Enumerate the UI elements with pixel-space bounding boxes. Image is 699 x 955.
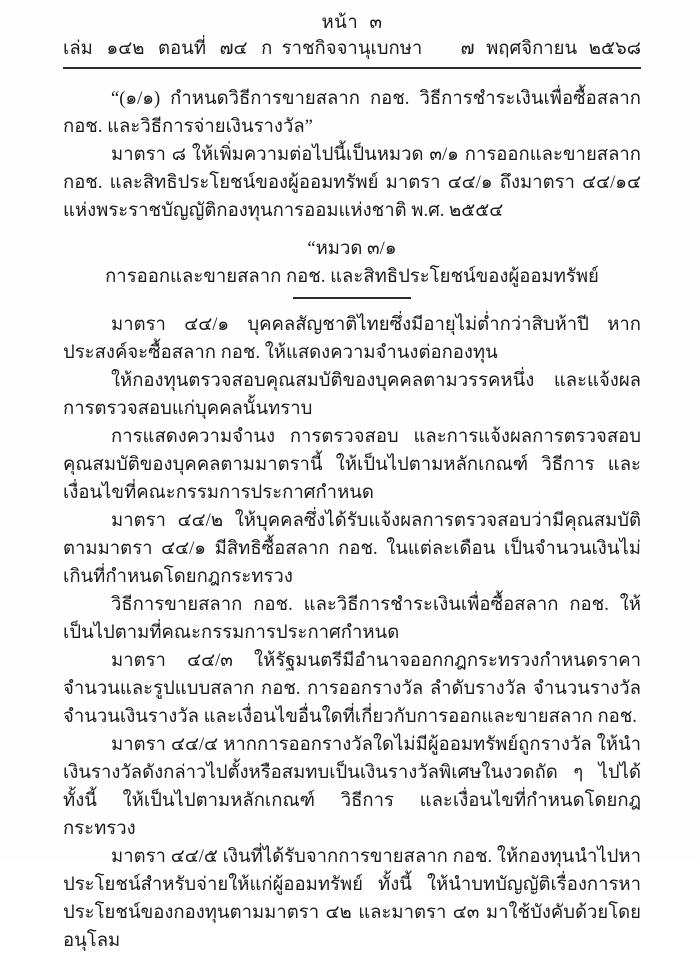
header-row: [63, 36, 641, 63]
page-number: หน้า ๓: [321, 13, 383, 33]
chapter-heading-number: “หมวด ๓/๑: [307, 239, 397, 259]
paragraph-section-44-2-clause-2: วิธีการขายสลาก กอช. และวิธีการชำระเงินเพื่อซื้อสลาก กอช. ให้เป็นไปตามที่คณะกรรมการประกาศกำหนด: [63, 595, 641, 643]
page-header: [63, 10, 641, 69]
paragraph-section-44-2: มาตรา ๔๔/๒ ให้บุคคลซึ่งได้รับแจ้งผลการตรวจสอบว่ามีคุณสมบัติตามมาตรา ๔๔/๑ มีสิทธิซื้อสลาก กอช. ในแต่ละเดือน เป็นจำนวนเงินไม่เกินที่กำหนดโดยกฎกระทรวง: [63, 511, 641, 587]
paragraph-section-44-1-clause-3: การแสดงความจำนง การตรวจสอบ และการแจ้งผลการตรวจสอบคุณสมบัติของบุคคลตามมาตรานี้ ให้เป็นไปตามหลักเกณฑ์ วิธีการ และเงื่อนไขที่คณะกรรมการประกาศกำหนด: [63, 427, 641, 503]
chapter-heading-title: การออกและขายสลาก กอช. และสิทธิประโยชน์ของผู้ออมทรัพย์: [105, 267, 599, 287]
paragraph-section-44-5: มาตรา ๔๔/๕ เงินที่ได้รับจากการขายสลาก กอช. ให้กองทุนนำไปหาประโยชน์สำหรับจ่ายให้แก่ผู้ออมทรัพย์ ทั้งนี้ ให้นำบทบัญญัติเรื่องการหาประโยชน์ของกองทุนตามมาตรา ๔๒ และมาตรา ๔๓ มาใช้บังคับด้วยโดยอนุโลม: [63, 847, 641, 951]
chapter-heading-underline: [293, 297, 411, 299]
paragraph-section-44-4: มาตรา ๔๔/๔ หากการออกรางวัลใดไม่มีผู้ออมทรัพย์ถูกรางวัล ให้นำเงินรางวัลดังกล่าวไปตั้งหรือสมทบเป็นเงินรางวัลพิเศษในงวดถัด ๆ ไปได้ ทั้งนี้ ให้เป็นไปตามหลักเกณฑ์ วิธีการ และเงื่อนไขที่กำหนดโดยกฎกระทรวง: [63, 735, 641, 839]
paragraph-section-44-1: มาตรา ๔๔/๑ บุคคลสัญชาติไทยซึ่งมีอายุไม่ต่ำกว่าสิบห้าปี หากประสงค์จะซื้อสลาก กอช. ให้แสดงความจำนงต่อกองทุน: [63, 315, 641, 363]
chapter-heading: [63, 235, 641, 299]
volume-part-info: เล่ม ๑๔๒ ตอนที่ ๗๔ ก: [63, 39, 273, 59]
paragraph-section-8: มาตรา ๘ ให้เพิ่มความต่อไปนี้เป็นหมวด ๓/๑ การออกและขายสลาก กอช. และสิทธิประโยชน์ของผู้ออมทรัพย์ มาตรา ๔๔/๑ ถึงมาตรา ๔๔/๑๔ แห่งพระราชบัญญัติกองทุนการออมแห่งชาติ พ.ศ. ๒๕๕๔: [63, 145, 641, 221]
paragraph-section-44-1-clause-2: ให้กองทุนตรวจสอบคุณสมบัติของบุคคลตามวรรคหนึ่ง และแจ้งผลการตรวจสอบแก่บุคคลนั้นทราบ: [63, 371, 641, 419]
paragraph-section-44-3: มาตรา ๔๔/๓ ให้รัฐมนตรีมีอำนาจออกกฎกระทรวงกำหนดราคา จำนวนและรูปแบบสลาก กอช. การออกรางวัล ลำดับรางวัล จำนวนรางวัล จำนวนเงินรางวัล และเงื่อนไขอื่นใดที่เกี่ยวกับการออกและขายสลาก กอช.: [63, 651, 641, 727]
gazette-title: ราชกิจจานุเบกษา: [281, 39, 423, 59]
issue-date: ๗ พฤศจิกายน ๒๕๖๘: [460, 39, 641, 59]
paragraph-amendment-1-1: “(๑/๑) กำหนดวิธีการขายสลาก กอช. วิธีการชำระเงินเพื่อซื้อสลาก กอช. และวิธีการจ่ายเงินรางวัล”: [63, 89, 641, 137]
document-body: [63, 69, 641, 955]
